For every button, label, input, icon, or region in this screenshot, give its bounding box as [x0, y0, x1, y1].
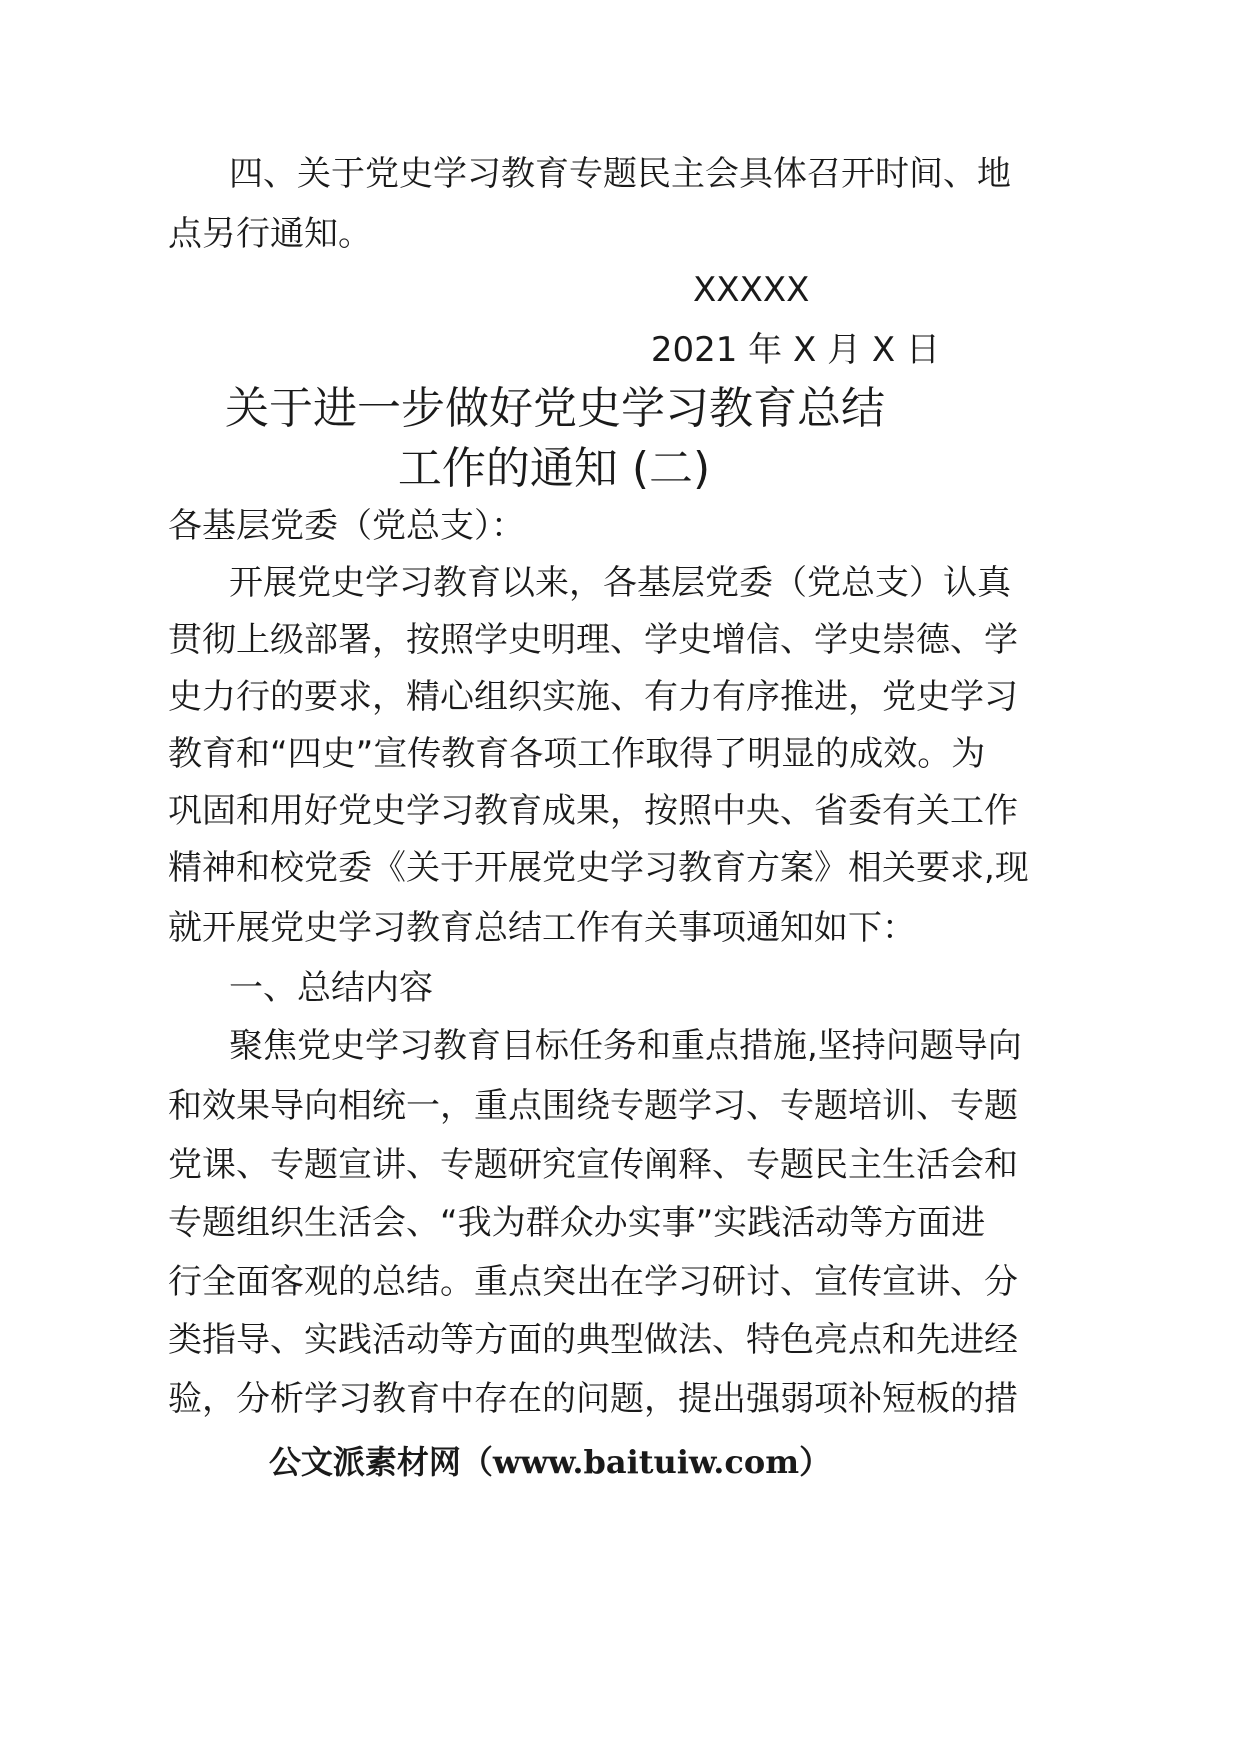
paragraph-line: 点另行通知。 [168, 214, 372, 254]
paragraph-line: 精神和校党委《关于开展党史学习教育方案》相关要求,现 [168, 848, 1029, 888]
paragraph-line: 四、关于党史学习教育专题民主会具体召开时间、地 [229, 154, 1011, 194]
paragraph-line: 开展党史学习教育以来，各基层党委（党总支）认真 [229, 563, 1011, 603]
paragraph-line: 类指导、实践活动等方面的典型做法、特色亮点和先进经 [168, 1320, 1018, 1360]
paragraph-line: 史力行的要求，精心组织实施、有力有序推进，党史学习 [168, 677, 1018, 717]
signature-date: 2021 年 X 月 X 日 [650, 330, 940, 370]
document-title-line-2: 工作的通知 (二) [397, 443, 711, 494]
paragraph-line: 党课、专题宣讲、专题研究宣传阐释、专题民主生活会和 [168, 1145, 1018, 1185]
paragraph-line: 专题组织生活会、“我为群众办实事”实践活动等方面进 [168, 1203, 986, 1243]
paragraph-line: 教育和“四史”宣传教育各项工作取得了明显的成效。为 [168, 734, 986, 774]
salutation: 各基层党委（党总支）： [168, 506, 525, 546]
document-title-line-1: 关于进一步做好党史学习教育总结 [225, 383, 885, 434]
section-heading: 一、总结内容 [229, 968, 433, 1008]
paragraph-line: 贯彻上级部署，按照学史明理、学史增信、学史崇德、学 [168, 620, 1018, 660]
paragraph-line: 验，分析学习教育中存在的问题，提出强弱项补短板的措 [168, 1379, 1018, 1419]
paragraph-line: 就开展党史学习教育总结工作有关事项通知如下： [168, 908, 916, 948]
paragraph-line: 巩固和用好党史学习教育成果，按照中央、省委有关工作 [168, 791, 1018, 831]
signature-org: XXXXX [693, 270, 810, 310]
paragraph-line: 行全面客观的总结。重点突出在学习研讨、宣传宣讲、分 [168, 1262, 1018, 1302]
footer-watermark: 公文派素材网（www.baituiw.com） [268, 1443, 832, 1481]
paragraph-line: 聚焦党史学习教育目标任务和重点措施,坚持问题导向 [229, 1026, 1022, 1066]
paragraph-line: 和效果导向相统一，重点围绕专题学习、专题培训、专题 [168, 1086, 1018, 1126]
